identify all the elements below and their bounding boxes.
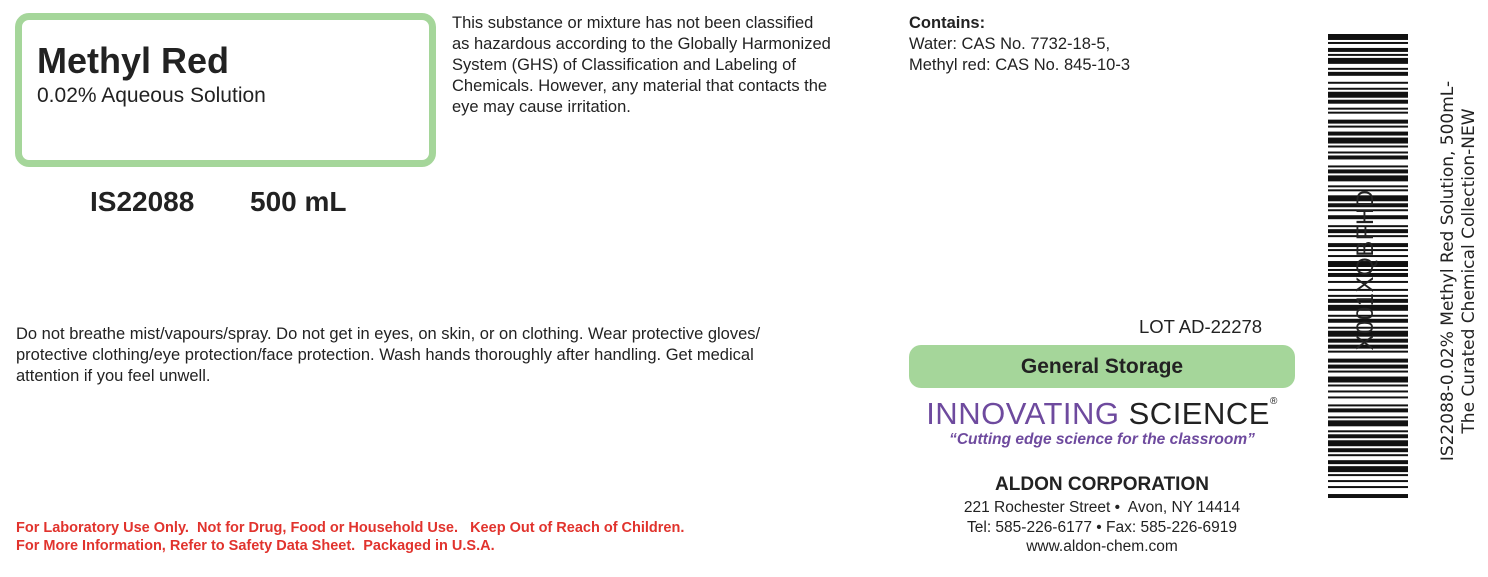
side-label-line: IS22088-0.02% Methyl Red Solution, 500mL-: [1438, 80, 1458, 462]
hazard-line: eye may cause irritation.: [452, 98, 631, 116]
warning-line: For More Information, Refer to Safety Data Sheet. Packaged in U.S.A.: [16, 538, 495, 554]
barcode-code: X001XQBFHD: [1352, 189, 1379, 351]
lot-number: LOT AD-22278: [1139, 316, 1263, 337]
contains-heading: Contains:: [909, 14, 986, 32]
side-label-line: The Curated Chemical Collection-NEW: [1459, 108, 1479, 434]
ingredient-line: Water: CAS No. 7732-18-5,: [909, 35, 1111, 53]
company-phone: Tel: 585-226-6177 • Fax: 585-226-6919: [967, 518, 1237, 536]
storage-badge: [909, 345, 1295, 388]
precaution-line: attention if you feel unwell.: [16, 367, 211, 385]
registered-mark: ®: [1269, 396, 1278, 407]
product-name: Methyl Red: [37, 40, 230, 81]
company-address: 221 Rochester Street • Avon, NY 14414: [963, 499, 1241, 516]
product-title-box: [15, 13, 436, 167]
hazard-statement: [452, 13, 882, 118]
hazard-line: System (GHS) of Classification and Labeling of: [452, 56, 796, 74]
warning-line: For Laboratory Use Only. Not for Drug, Food or Household Use. Keep Out of Reach of Children.: [16, 520, 685, 536]
hazard-line: This substance or mixture has not been classified: [452, 14, 814, 32]
precaution-line: Do not breathe mist/vapours/spray. Do not get in eyes, on skin, or on clothing. Wear protective gloves/: [16, 325, 761, 343]
hazard-line: Chemicals. However, any material that contacts the: [452, 77, 828, 95]
ingredient-line: Methyl red: CAS No. 845-10-3: [909, 56, 1131, 74]
brand-name-part2: SCIENCE: [1128, 396, 1270, 431]
precautionary-statement: [16, 324, 876, 387]
side-product-label: [1438, 61, 1480, 481]
product-volume: 500 mL: [250, 186, 347, 217]
brand-name-part1: INNOVATING: [926, 396, 1120, 431]
storage-label: General Storage: [1020, 354, 1184, 378]
company-contact: [909, 498, 1295, 557]
catalog-number: IS22088: [90, 186, 195, 217]
precaution-line: protective clothing/eye protection/face protection. Wash hands thoroughly after handling. Get medical: [16, 346, 754, 364]
brand-logo: [909, 396, 1295, 432]
hazard-line: as hazardous according to the Globally Harmonized: [452, 35, 831, 53]
company-name: ALDON CORPORATION: [995, 474, 1209, 495]
contains-section: [909, 13, 1289, 76]
company-website: www.aldon-chem.com: [1026, 538, 1178, 555]
brand-tagline: “Cutting edge science for the classroom”: [949, 431, 1255, 448]
product-subtitle: 0.02% Aqueous Solution: [37, 84, 266, 107]
usage-warning: [16, 519, 684, 555]
